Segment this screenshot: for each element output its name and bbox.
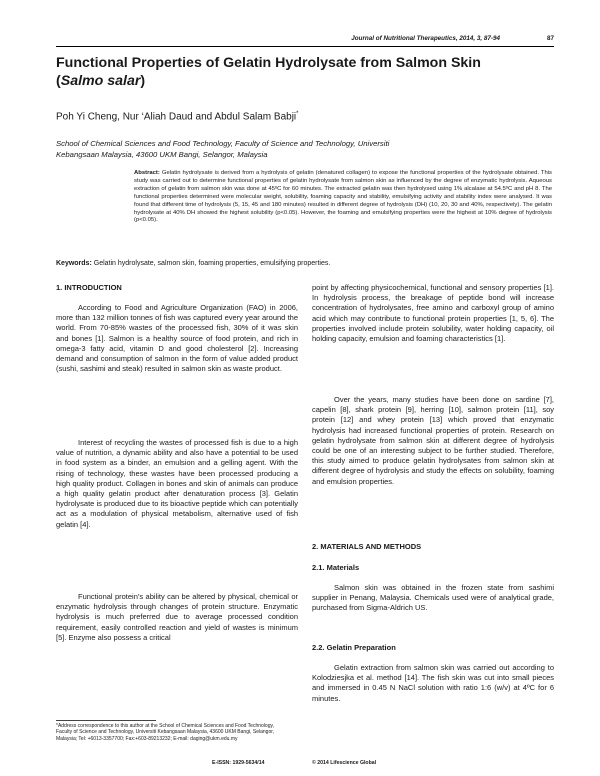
intro-paragraph-4: point by affecting physicochemical, functional and sensory properties [1]. In hydrolysis process, the breakage of peptide bond will increase concentration of hydrolysates, free amino and carboxyl group of amino acid which may contribute to functional protein properties [1, 5, 6]. The properties involved include protein solubility, water holding capacity, oil holding capacity, emulsion and foaming characteristics [1]. [312,283,554,344]
title-line-1: Functional Properties of Gelatin Hydrolysate from Salmon Skin [56,55,481,71]
section-heading-introduction: 1. INTRODUCTION [56,283,122,292]
footer-publisher: © 2014 Lifescience Global [312,760,377,766]
subsection-heading-gelatin-prep: 2.2. Gelatin Preparation [312,643,396,652]
paper-title [56,54,556,90]
header-rule [56,46,554,47]
footnote-rule [56,720,156,721]
keywords [56,260,554,267]
footer-issn: E-ISSN: 1929-5634/14 [212,760,265,766]
abstract [134,170,552,225]
journal-citation: Journal of Nutritional Therapeutics, 2014, 3, 87-94 [351,35,500,42]
abstract-label: Abstract: [134,170,160,176]
affiliation: School of Chemical Sciences and Food Technology, Faculty of Science and Technology, Universiti Kebangsaan Malaysia, 43600 UKM Bangi, Selangor, Malaysia [56,139,390,159]
abstract-text: Gelatin hydrolysate is derived from a hydrolysis of gelatin (denatured collagen) to expose the functional properties of the hydrolysate obtained. This study was carried out to determine functional properties of gelatin hydrolysate from salmon skin as influenced by the degree of enzymatic hydrolysis. Aqueous extraction of gelatin from salmon skin was done at 45ºC for 60 minutes. The extracted gelatin was then hydrolysed using 1% alcalase at 54.5ºC and pH 8. The functional properties determined were molecular weight, solubility, foaming capacity and stability, emulsifying activity and stability index were analysed. It was found that different time of hydrolysis (5, 15, 45 and 180 minutes) resulted in different degree of hydrolysis (DH) (10, 20, 30 and 40%, respectively). The gelatin hydrolysate at 40% DH showed the highest solubility (p<0.05). However, the foaming and emulsifying properties were the highest at 10% degree of hydrolysis (p<0.05). [134,170,552,224]
correspondence-footnote: *Address correspondence to this author at the School of Chemical Sciences and Food Technology, Faculty of Science and Technology, Universiti Kebangsaan Malaysia, 43600 UKM Bangi, Selangor, Malaysia; Tel: +6013-3357700; Fax:+603-89213232; E-mail: daging@ukm.edu.my [56,723,275,742]
keywords-text: Gelatin hydrolysate, salmon skin, foaming properties, emulsifying properties. [93,260,331,267]
intro-paragraph-2: Interest of recycling the wastes of processed fish is due to a high value of nutrition, a dynamic ability and also have a potential to be used in food system as a binder, an emulsion and a gelling agent. With the rising of technology, these wastes have been processed producing a high quality product. Collagen in bones and skin of animals can produce a high quality gelatin product after denaturation process [3]. Gelatin hydrolysate is produced due to its bioactive peptide which can potentially act as a modulation of physical metabolism, alternative used of fish gelatin [4]. [56,438,298,529]
section-heading-methods: 2. MATERIALS AND METHODS [312,542,422,551]
author-names: Poh Yi Cheng, Nur ‘Aliah Daud and Abdul Salam Babji [56,111,297,123]
gelatin-prep-paragraph: Gelatin extraction from salmon skin was carried out according to Kolodziesjka et al. method [14]. The fish skin was cut into small pieces and immersed in 0.45 N NaCl solution with ratio 1:6 (w/v) at 4ºC for 6 minutes. [312,663,554,703]
intro-paragraph-3: Functional protein’s ability can be altered by physical, chemical or enzymatic hydrolysis through changes of protein structure. Enzymatic hydrolysis is much preferred due to average processed condition requirement, easily controlled reaction and yield of wastes is minimum [5]. Enzyme also possess a critical [56,592,298,642]
title-line-2: (Salmo salar) [56,73,146,89]
corresponding-mark: * [296,111,299,117]
intro-paragraph-5: Over the years, many studies have been done on sardine [7], capelin [8], shark protein [9], herring [10], salmon protein [11], soy protein [12] and whey protein [13] which proved that enzymatic hydrolysis had increased functional properties of protein. Research on gelatin hydrolysate from salmon skin at different degree of hydrolysis could be one of an interesting subject to be further studied. Therefore, this study aimed to produce gelatin hydrolysates from salmon skin at different degree of hydrolysis and study the effects on solubility, foaming and emulsion properties. [312,395,554,486]
page-number: 87 [546,35,554,42]
keywords-label: Keywords: [56,260,92,267]
species-name: Salmo salar [60,73,141,89]
materials-paragraph: Salmon skin was obtained in the frozen state from sashimi supplier in Penang, Malaysia. Chemicals used were of analytical grade, purchased from Sigma-Aldrich US. [312,583,554,613]
author-list [56,111,299,122]
subsection-heading-materials: 2.1. Materials [312,563,360,572]
intro-paragraph-1: According to Food and Agriculture Organization (FAO) in 2006, more than 132 million tonnes of fish was captured every year around the world. From 70-85% wastes of the processed fish, 30% of it was skin and bones [1]. Salmon is a healthy source of food protein, and rich in omega-3 fatty acid, vitamin D and good cholesterol [2]. Increasing demand and consumption of salmon in the form of value added product (sushi, sashimi and steak) resulted in salmon skin as waste product. [56,303,298,374]
